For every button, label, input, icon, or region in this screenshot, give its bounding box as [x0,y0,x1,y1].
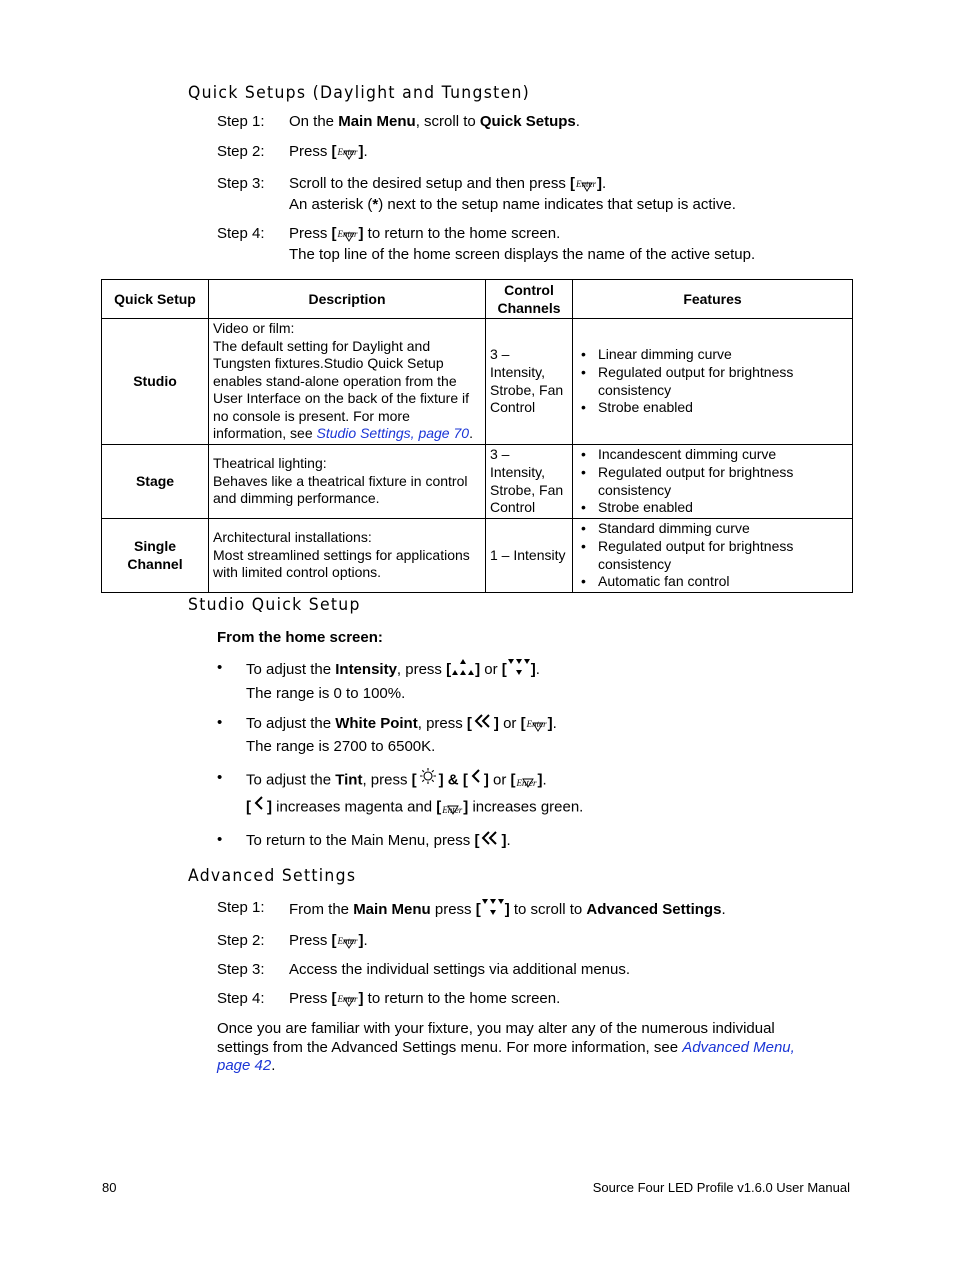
step-text: Press [ Enter ]. [289,143,368,160]
chevron-left-icon [251,794,267,821]
feature-item: • Incandescent dimming curve [581,446,848,464]
bullet-marker: • [217,659,223,676]
sun-key-icon [417,767,439,794]
table-row [102,319,853,445]
white-point-instruction: To adjust the White Point, press [ ] or [ Enter ]. The range is 2700 to 6500K. [246,712,557,757]
feature-item: • Regulated output for brightness consistency [581,464,803,499]
feature-item: • Strobe enabled [581,499,848,517]
return-instruction: To return to the Main Menu, press [ ]. [246,829,511,853]
enter-key-icon: Enter [576,179,597,189]
enter-key-icon: Enter [337,994,358,1004]
enter-key-icon: Enter [337,147,358,157]
down-arrow-key-icon [507,657,531,683]
page-number: 80 [102,1180,117,1195]
quick-setup-table [101,279,853,593]
setup-description: Architectural installations: Most streamlined settings for applications with limited control options. [209,519,486,593]
feature-item: • Regulated output for brightness consistency [581,538,803,573]
step-number: Step 1: [217,899,265,916]
step-text: Access the individual settings via additional menus. [289,961,631,978]
step-number: Step 3: [217,961,265,978]
step-text: From the Main Menu press [ ] to scroll to Advanced Settings. [289,897,726,923]
column-header: Features [573,280,853,319]
setup-name: Studio [102,319,209,445]
enter-key-icon: Enter [516,778,537,789]
features [573,445,853,519]
from-home-screen-label: From the home screen: [217,629,383,646]
up-arrow-key-icon [451,657,475,683]
studio-settings-link[interactable]: Studio Settings, page 70 [316,425,470,442]
enter-key-icon: Enter [442,805,463,816]
double-chevron-left-icon [472,712,494,736]
section-heading-studio-quick-setup: Studio Quick Setup [188,595,361,615]
column-header: Description [209,280,486,319]
feature-item: • Linear dimming curve [581,346,848,364]
intensity-instruction: To adjust the Intensity, press [ ] or [ ]. The range is 0 to 100%. [246,657,540,704]
control-channels: 1 – Intensity [486,519,573,593]
control-channels: 3 – Intensity, Strobe, Fan Control [486,319,573,445]
step-text: On the Main Menu, scroll to Quick Setups. [289,113,580,130]
step-number: Step 4: [217,990,265,1007]
step-text: Press [ Enter ]. [289,932,368,949]
setup-description: Video or film: The default setting for Daylight and Tungsten fixtures.Studio Quick Setup enables stand-alone operation from the User Interface on the back of the fixture if no console is present. For more information, see Studio Settings, page 70. [209,319,486,445]
step-number: Step 4: [217,225,265,242]
bullet-marker: • [217,769,223,786]
tint-instruction: To adjust the Tint, press [ ] & [ ] or [ Enter ]. [ ] increases magenta and [ Enter ] increases green. [246,767,583,821]
table-row [102,445,853,519]
feature-item: • Standard dimming curve [581,520,848,538]
step-number: Step 3: [217,175,265,192]
enter-key-icon: Enter [526,718,547,729]
step-number: Step 2: [217,932,265,949]
bullet-marker: • [217,714,223,731]
feature-item: • Strobe enabled [581,399,848,417]
column-header: Quick Setup [102,280,209,319]
control-channels: 3 – Intensity, Strobe, Fan Control [486,445,573,519]
step-text: Press [ Enter ] to return to the home screen. [289,990,561,1007]
section-heading-quick-setups: Quick Setups (Daylight and Tungsten) [188,83,531,103]
bullet-marker: • [217,831,223,848]
setup-name: Stage [102,445,209,519]
down-arrow-key-icon [481,897,505,923]
step-number: Step 2: [217,143,265,160]
step-number: Step 1: [217,113,265,130]
table-row [102,519,853,593]
feature-item: • Regulated output for brightness consistency [581,364,803,399]
chevron-left-icon [468,767,484,794]
features [573,319,853,445]
advanced-menu-link-page[interactable]: page 42 [217,1057,272,1074]
document-title-footer: Source Four LED Profile v1.6.0 User Manual [592,1180,850,1195]
enter-key-icon: Enter [337,229,358,239]
enter-key-icon: Enter [337,936,358,946]
step-text: Press [ Enter ] to return to the home screen. The top line of the home screen displays the name of the active setup. [289,225,756,263]
feature-item: • Automatic fan control [581,573,848,591]
column-header: Control Channels [486,280,573,319]
advanced-menu-link[interactable]: Advanced Menu, [682,1038,795,1056]
setup-name: Single Channel [102,519,209,593]
table-header-row [102,280,853,319]
step-text: Scroll to the desired setup and then press [ Enter ]. An asterisk (*) next to the setup name indicates that setup is active. [289,175,736,213]
section-heading-advanced-settings: Advanced Settings [188,866,357,886]
features [573,519,853,593]
advanced-paragraph: Once you are familiar with your fixture, you may alter any of the numerous individual settings from the Advanced Settings menu. For more information, see Advanced Menu, page 42. [217,1020,795,1074]
double-chevron-left-icon [479,829,501,853]
setup-description: Theatrical lighting: Behaves like a theatrical fixture in control and dimming performance. [209,445,486,519]
